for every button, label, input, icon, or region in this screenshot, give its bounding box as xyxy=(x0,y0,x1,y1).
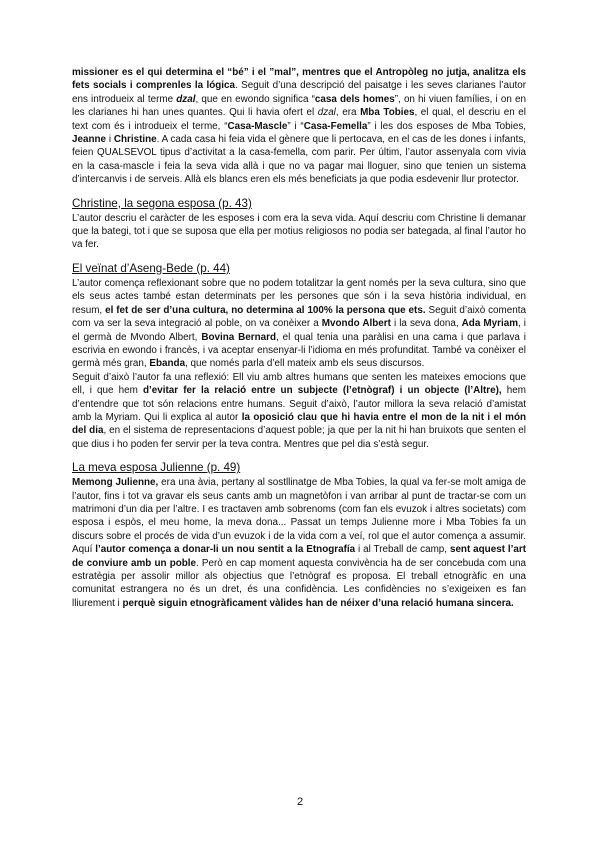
text-run: , que només parla d’ell mateix amb els seus discursos. xyxy=(185,358,425,370)
text-run: dzal xyxy=(176,93,196,105)
text-run-bold: sent aquest l’art de conviure amb un poble xyxy=(72,544,527,569)
section-christine xyxy=(72,197,526,252)
text-run: ” i les dos esposes de Mba Tobies, xyxy=(367,120,526,132)
text-run: Seguit d’això comenta com va ser la seva integració al poble, on va conèixer a xyxy=(72,304,526,330)
text-run: , i el germà de Mvondo Albert, xyxy=(72,318,526,343)
text-run-bold: l’autor comença a donar-li un nou sentit a la Etnografía xyxy=(95,544,356,556)
text-run: , que en ewondo significa “ xyxy=(195,93,315,105)
text-run-bold: Ada Myriam xyxy=(461,318,518,330)
section-paragraph xyxy=(72,476,526,610)
text-run-bold: perquè siguin etnogràficament vàlides han de néixer d’una relació humana sincera. xyxy=(122,597,514,609)
section-veinat xyxy=(72,262,526,451)
text-run-strong xyxy=(176,94,195,105)
text-run: hem d’entendre que tot són relacions entre humans. Seguit d’això, l’autor millora la seva relació d’amistat amb la Myriam. Qui li explica al autor xyxy=(72,385,526,423)
text-run-bold: Bovina Bernard xyxy=(201,331,277,343)
text-run-bold: Casa-Femella xyxy=(303,120,368,132)
text-run: . Seguit d’una descripció del paisatge i les seves clarianes l’autor ens introdueix al terme xyxy=(72,80,526,105)
text-run: . A cada casa hi feia vida el gènere que li pertocava, en el cas de les dones i infants, feien QUALSEVOL tipus d’activitat a la casa-femella, com parir. Per últim, l’autor assenyala com vivia en la casa-mascle i feia la seva vida allà i que no va pagar mai lloguer, sino que tenien un sistema d’intercanvis i de serveis. Allà els blancs eren els més beneficiats ja que podia esdevenir llur protector. xyxy=(72,134,526,186)
text-run: , en el sistema de representacions d’aquest poble; ja que per la nit hi han bruixots que senten el que dius i ho poden fer servir per la teva contra. Mentres que pel dia s’està segur. xyxy=(72,425,526,450)
intro-paragraph xyxy=(72,66,526,187)
text-run: i xyxy=(106,134,114,146)
text-run-bold: casa dels homes xyxy=(314,93,395,105)
text-run: Seguit d’això l’autor fa una reflexió: Ell viu amb altres humans que senten les mateixes emocions que ell, i que hem xyxy=(72,371,526,397)
text-run-bold: Jeanne xyxy=(72,134,107,146)
text-run-bold: missioner es el qui determina el “bé” i el ”mal”, mentres que el Antropòleg no jutja, analitza els fets socials i comprenles la lógica xyxy=(72,67,526,92)
text-run: , el qual tenia una paràlisi en una cama i que parlava i escrivia en ewondo i francès, i va aceptar ensenyar-li l’idioma en més profunditat. També va conèixer el germà més gran, xyxy=(72,331,526,370)
text-run-bold: Mvondo Albert xyxy=(321,318,391,330)
text-run: , era xyxy=(335,107,361,119)
text-run-italic: dzal xyxy=(317,107,336,119)
section-paragraph xyxy=(72,277,526,371)
text-run: era una àvia, pertany al sostllinatge de Mba Tobies, la qual va fer-se molt amiga de l’autor, fins i tot va gravar els seus cants amb un magnetòfon i van arribar al punt de tractar-se com un matrimoni d’un dia per l’altre. I es tractaven amb sobrenoms (com fan els evuzok i altres societats) com esposa i espòs, el meu home, la meva dona... Passat un temps Julienne more i Mba Tobies fa un discurs sobre el procés de vida d’un evuzok i de la vida com a veí, rol que el autor comença a assumir. Aquí xyxy=(72,477,526,556)
document-body xyxy=(72,66,526,620)
text-run: ” i “ xyxy=(287,120,304,132)
section-heading-veinat: El veïnat d’Aseng-Bede (p. 44) xyxy=(72,261,230,275)
text-run-bold: Christine xyxy=(113,134,157,146)
text-run-bold: el fet de ser d’una cultura, no determina al 100% la persona que ets. xyxy=(105,304,426,316)
text-run: i al Treball de camp, xyxy=(355,544,450,556)
section-paragraph xyxy=(72,371,526,451)
text-run: L’autor comença reflexionant sobre que no podem totalitzar la gent només per la seva cultura, sino que els seus actes també estan determinats per les persones que són i la seva història individual, en resum, xyxy=(72,277,526,316)
page-number: 2 xyxy=(296,796,304,808)
text-run: , el qual, el descriu en el text com és i introdueix el terme, “ xyxy=(72,107,526,132)
section-julienne xyxy=(72,461,526,610)
text-run-bold: d’evitar fer la relació entre un subjecte (l’etnògraf) i un objecte (l’Altre), xyxy=(142,385,502,397)
section-heading-christine: Christine, la segona esposa (p. 43) xyxy=(72,196,252,210)
section-heading-julienne: La meva esposa Julienne (p. 49) xyxy=(72,461,241,475)
text-run: i la seva dona, xyxy=(390,318,462,330)
text-run: L’autor descriu el caràcter de les esposes i com era la seva vida. Aquí descriu com Christine li demanar que la bategi, tot i que se suposa que ella per motius religiosos no podia ser bategada, al final l’autor ho va fer. xyxy=(72,212,526,251)
section-paragraph xyxy=(72,212,526,252)
text-run-bold: la oposició clau que hi havia entre el mon de la nit i el món del dia xyxy=(72,411,527,437)
text-run-bold: Mba Tobies xyxy=(360,107,415,119)
text-run: . Però en cap moment aquesta convivència ha de ser concebuda com una estratègia per assolir millor als objectius que l’etnògraf es proposa. El treball etnogràfic en una comunitat estrangera no és un dret, és una confidència. Les confidències no s’exigeixen es fan lliurement i xyxy=(72,557,527,609)
text-run-bold: Memong Julienne, xyxy=(72,477,159,489)
text-run: ”, on hi viuen famílies, i on en les clarianes hi han unes quantes. Qui li havia ofert el xyxy=(72,93,526,119)
text-run-bold: Ebanda xyxy=(149,358,186,370)
text-run-bold: Casa-Mascle xyxy=(227,120,288,132)
